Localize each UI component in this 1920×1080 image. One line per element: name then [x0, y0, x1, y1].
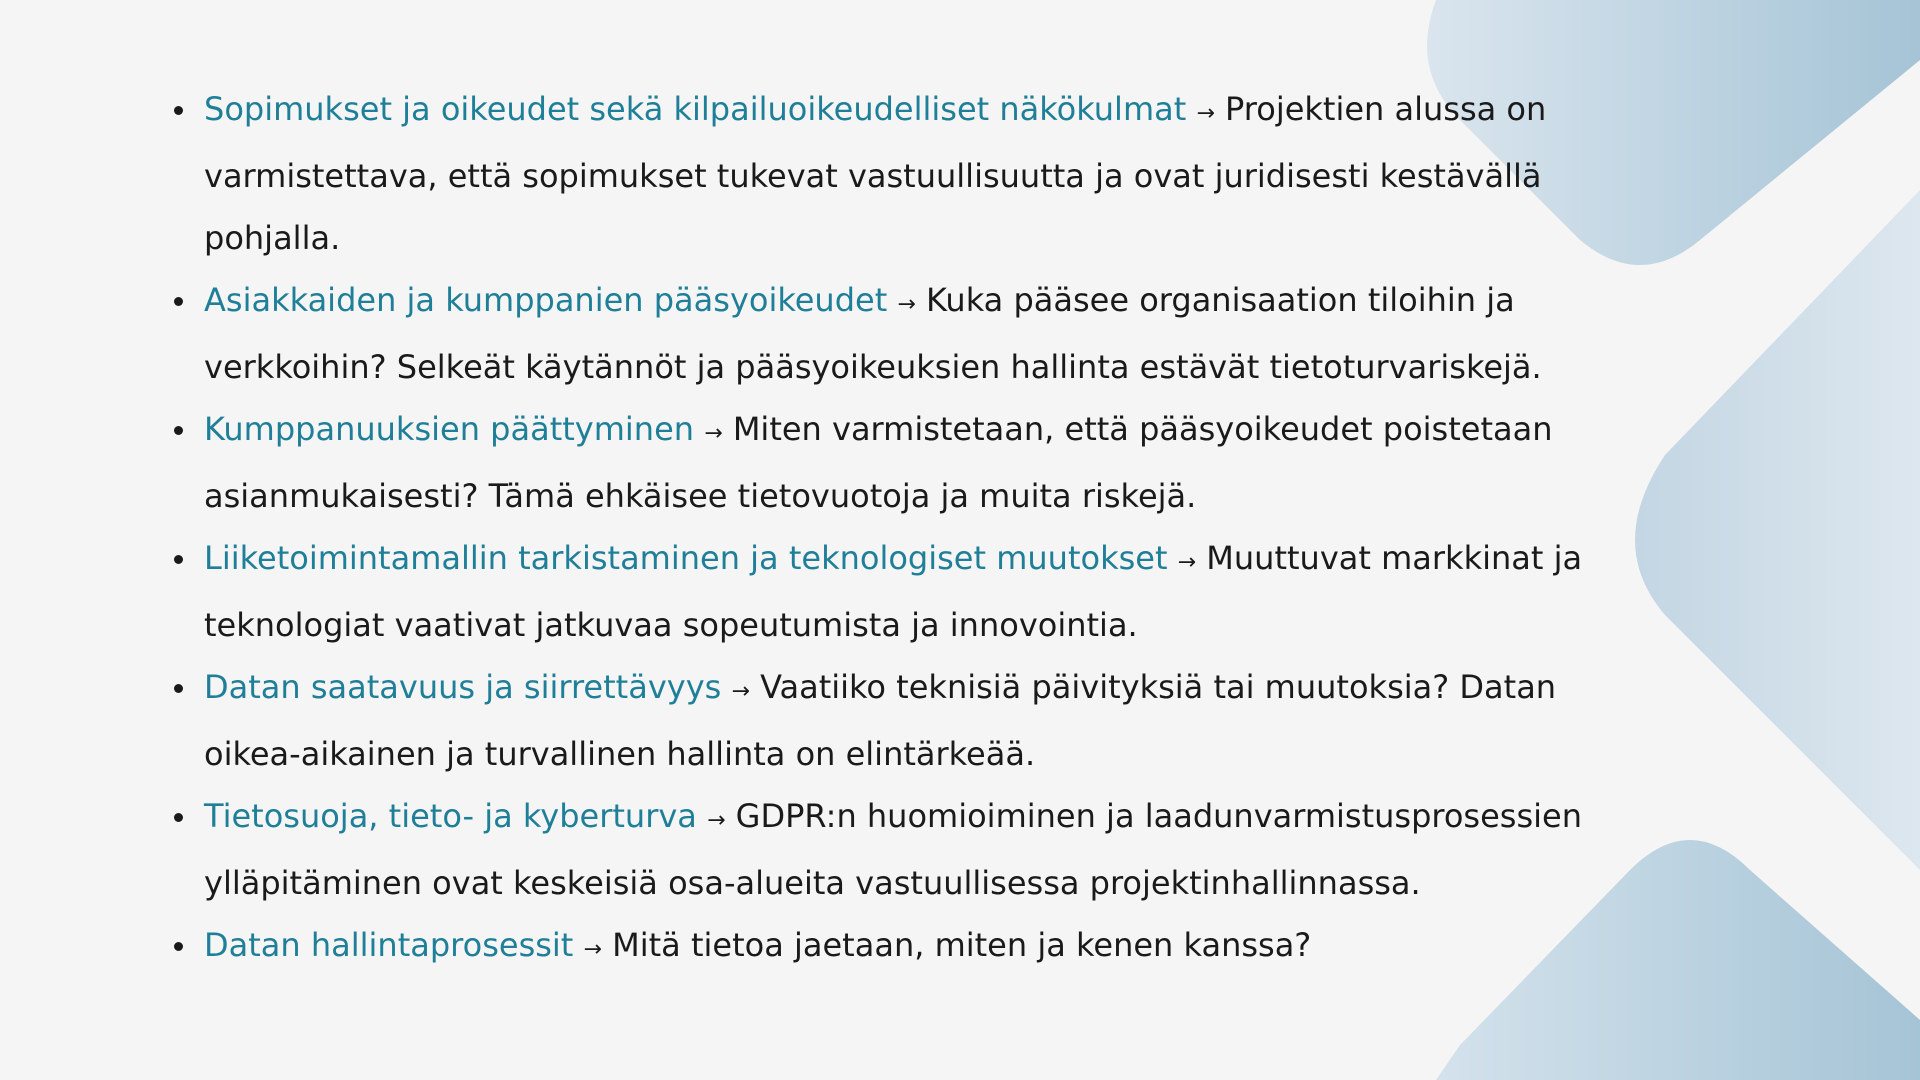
bullet-icon — [174, 555, 183, 564]
item-heading: Kumppanuuksien päättyminen — [204, 410, 695, 448]
bullet-icon — [174, 426, 183, 435]
arrow-icon: → — [1196, 101, 1215, 126]
list-item — [204, 269, 1628, 398]
list-item — [204, 656, 1628, 785]
item-text: Muuttuvat markkinat ja teknologiat vaativat jatkuvaa sopeutumista ja innovointia. — [204, 539, 1583, 644]
item-text: Miten varmistetaan, että pääsyoikeudet poistetaan asianmukaisesti? Tämä ehkäisee tietovuotoja ja muita riskejä. — [204, 410, 1553, 515]
list-item — [204, 785, 1628, 914]
bullet-list — [168, 78, 1628, 981]
list-item — [204, 78, 1628, 269]
item-heading: Datan saatavuus ja siirrettävyys — [204, 668, 722, 706]
item-text: Projektien alussa on varmistettava, että sopimukset tukevat vastuullisuutta ja ovat juridisesti kestävällä pohjalla. — [204, 90, 1547, 257]
slide-content — [168, 78, 1628, 981]
item-heading: Datan hallintaprosessit — [204, 926, 574, 964]
arrow-icon: → — [731, 679, 750, 704]
item-text: Kuka pääsee organisaation tiloihin ja verkkoihin? Selkeät käytännöt ja pääsyoikeuksien hallinta estävät tietoturvariskejä. — [204, 281, 1542, 386]
bullet-icon — [174, 106, 183, 115]
arrow-icon: → — [704, 421, 723, 446]
bullet-icon — [174, 684, 183, 693]
list-item — [204, 398, 1628, 527]
arrow-icon: → — [707, 808, 726, 833]
bullet-icon — [174, 813, 183, 822]
item-text: GDPR:n huomioiminen ja laadunvarmistusprosessien ylläpitäminen ovat keskeisiä osa-alueita vastuullisessa projektinhallinnassa. — [204, 797, 1582, 902]
item-heading: Liiketoimintamallin tarkistaminen ja teknologiset muutokset — [204, 539, 1168, 577]
item-heading: Tietosuoja, tieto- ja kyberturva — [204, 797, 697, 835]
arrow-icon: → — [1177, 550, 1197, 575]
item-heading: Sopimukset ja oikeudet sekä kilpailuoikeudelliset näkökulmat — [204, 90, 1187, 128]
item-text: Mitä tietoa jaetaan, miten ja kenen kanssa? — [612, 926, 1312, 964]
item-heading: Asiakkaiden ja kumppanien pääsyoikeudet — [204, 281, 888, 319]
list-item — [204, 914, 1628, 981]
item-text: Vaatiiko teknisiä päivityksiä tai muutoksia? Datan oikea-aikainen ja turvallinen hallinta on elintärkeää. — [204, 668, 1557, 773]
list-item — [204, 527, 1628, 656]
bullet-icon — [174, 297, 183, 306]
arrow-icon: → — [583, 937, 602, 962]
arrow-icon: → — [897, 292, 916, 317]
bullet-icon — [174, 942, 183, 951]
decor-shape-middle — [1635, 190, 1920, 870]
